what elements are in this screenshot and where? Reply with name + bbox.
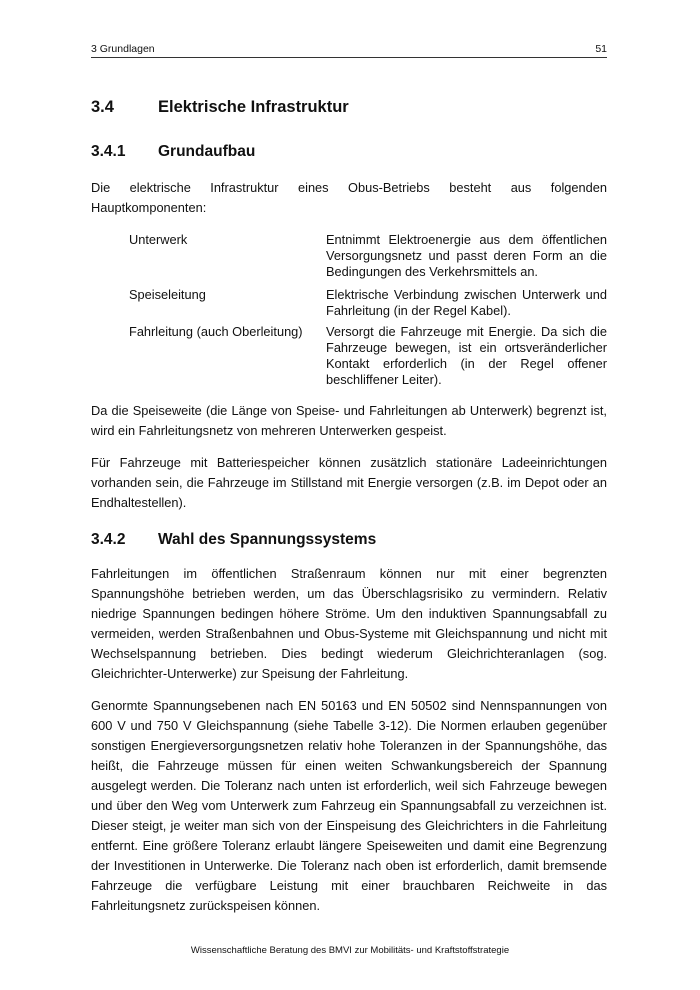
- paragraph-batteriespeicher: Für Fahrzeuge mit Batteriespeicher können zusätzlich stationäre Ladeeinrichtungen vorhanden sein, die Fahrzeuge im Stillstand mit Energie versorgen (z.B. im Depot oder an Endhaltestellen).: [91, 455, 607, 510]
- subsection-heading-spannungssystem: [91, 531, 607, 553]
- component-definition-list: [129, 232, 607, 388]
- definition-term: Unterwerk: [129, 232, 188, 247]
- paragraph-spannungsebenen: Genormte Spannungsebenen nach EN 50163 und EN 50502 sind Nennspannungen von 600 V und 750 V Gleichspannung (siehe Tabelle 3-12). Die Normen erlauben gegenüber sonstigen Energieversorgungsnetzen relativ hohe Toleranzen in der Spannungshöhe, das heißt, die Fahrzeuge müssen für einen weiten Schwankungsbereich der Spannung ausgelegt werden. Die Toleranz nach unten ist erforderlich, weil sich Fahrzeuge bewegen und über den Weg vom Unterwerk zum Fahrzeug ein Spannungsabfall zu verzeichnen ist. Dieser steigt, je weiter man sich von der Einspeisung des Gleichrichters in die Fahrleitung entfernt. Eine größere Toleranz erlaubt längere Speiseweiten und damit eine Begrenzung der Investitionen in Unterwerke. Die Toleranz nach oben ist erforderlich, damit bremsende Fahrzeuge die verfügbare Leistung mit einer brauchbaren Reichweite in das Fahrleitungsnetz zurückspeisen können.: [91, 698, 607, 913]
- intro-paragraph: Die elektrische Infrastruktur eines Obus-Betriebs besteht aus folgenden Hauptkomponenten:: [91, 180, 607, 215]
- definition-row: [129, 287, 607, 319]
- definition-term: Fahrleitung (auch Oberleitung): [129, 324, 303, 339]
- subsection-number: 3.4.1: [91, 143, 126, 160]
- definition-description: Versorgt die Fahrzeuge mit Energie. Da sich die Fahrzeuge bewegen, ist ein ortsveränderlicher Kontakt erforderlich (in der Regel offener beschliffener Leiter).: [326, 324, 607, 387]
- subsection-heading-grundaufbau: [91, 143, 607, 165]
- page-body: [91, 98, 607, 916]
- definition-term: Speiseleitung: [129, 287, 206, 302]
- definition-row: [129, 324, 607, 388]
- running-header: [91, 41, 607, 58]
- page-footer: Wissenschaftliche Beratung des BMVI zur Mobilitäts- und Kraftstoffstrategie: [190, 945, 510, 956]
- definition-description: Elektrische Verbindung zwischen Unterwerk und Fahrleitung (in der Regel Kabel).: [326, 287, 607, 318]
- subsection-number: 3.4.2: [91, 531, 126, 548]
- chapter-label: 3 Grundlagen: [91, 43, 155, 55]
- subsection-title: Grundaufbau: [158, 143, 256, 160]
- paragraph-fahrleitungen: Fahrleitungen im öffentlichen Straßenraum können nur mit einer begrenzten Spannungshöhe betrieben werden, um das Überschlagsrisiko zu vermindern. Relativ niedrige Spannungen bedingen höhere Ströme. Um den induktiven Spannungsabfall zu vermeiden, werden Straßenbahnen und Obus-Systeme mit Gleichspannung und nicht mit Wechselspannung betrieben. Dies bedingt wiederum Gleichrichteranlagen (sog. Gleichrichter-Unterwerke) zur Speisung der Fahrleitung.: [91, 566, 607, 681]
- section-title: Elektrische Infrastruktur: [158, 98, 349, 116]
- section-number: 3.4: [91, 98, 114, 116]
- section-heading: [91, 98, 607, 122]
- subsection-title: Wahl des Spannungssystems: [158, 531, 377, 548]
- paragraph-speiseweite: Da die Speiseweite (die Länge von Speise- und Fahrleitungen ab Unterwerk) begrenzt ist, wird ein Fahrleitungsnetz von mehreren Unterwerken gespeist.: [91, 403, 607, 438]
- definition-row: [129, 232, 607, 280]
- page-number: 51: [595, 43, 607, 55]
- definition-description: Entnimmt Elektroenergie aus dem öffentlichen Versorgungsnetz und passt deren Form an die Bedingungen des Verkehrsmittels an.: [326, 232, 607, 279]
